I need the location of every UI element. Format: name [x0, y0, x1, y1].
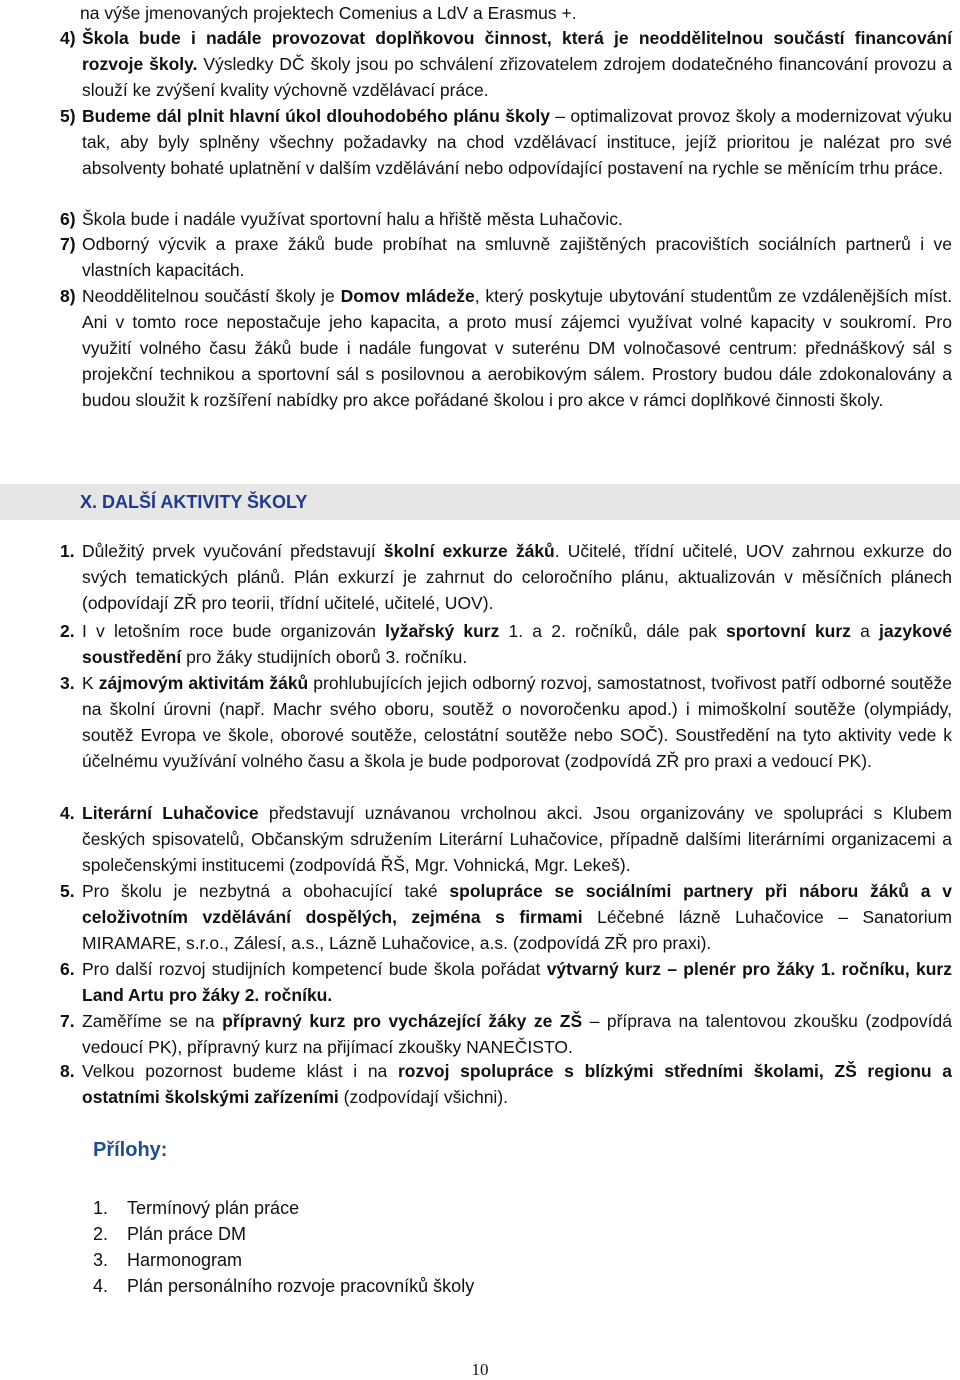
attachments-list: [93, 1195, 474, 1299]
activity-text: prohlubujících jejich odborný rozvoj, samostatnost, tvořivost patří odborné soutěže na školní úrovni (např. Machr svého oboru, soutěž o novoročenku apod.) i mimoškolní soutěže (olympiády, soutěž Evropa ve škole, oborové soutěže, celostátní soutěže nebo SOČ). Soustředění na tyto aktivity vede k účelnému využívání volného času a škola je bude podporovat (zodpovídá ZŘ pro praxi a vedoucí PK).: [82, 673, 952, 771]
activity-number: 3.: [60, 673, 75, 693]
attachment-number: 3.: [93, 1250, 109, 1270]
activity-item: [60, 956, 952, 1008]
activity-text: přípravný kurz pro vycházející žáky ze ZŠ: [222, 1011, 583, 1031]
section-heading: X. DALŠÍ AKTIVITY ŠKOLY: [80, 492, 308, 512]
attachment-number: 2.: [93, 1224, 109, 1244]
item-6-text: Škola bude i nadále využívat sportovní halu a hřiště města Luhačovic.: [82, 209, 623, 229]
attachment-label: Plán personálního rozvoje pracovníků školy: [127, 1276, 475, 1296]
item-8-bold: Domov mládeže: [340, 286, 475, 306]
activity-item: [60, 878, 952, 956]
activity-item: [60, 618, 952, 670]
activity-text: Léčebné lázně Luhačovice – Sanatorium MIRAMARE, s.r.o., Zálesí, a.s., Lázně Luhačovice, a.s. (zodpovídá ZŘ pro praxi).: [82, 907, 952, 953]
page-number: 10: [471, 1360, 489, 1379]
attachment-number: 4.: [93, 1276, 109, 1296]
activity-text: Pro další rozvoj studijních kompetencí bude škola pořádat: [82, 959, 547, 979]
activity-text: Pro školu je nezbytná a obohacující také: [82, 881, 450, 901]
item-4-bold: Škola bude i nadále provozovat doplňkovou činnost, která je neoddělitelnou součástí financování rozvoje školy.: [82, 28, 952, 74]
activity-text: . Učitelé, třídní učitelé, UOV zahrnou exkurze do svých tematických plánů. Plán exkurzí je zahrnut do celoročního plánu, aktualizován v měsíčních plánech (odpovídají ZŘ pro teorii, třídní učitelé, učitelé, UOV).: [82, 541, 952, 613]
activity-text: 1. a 2. ročníků, dále pak: [499, 621, 727, 641]
activity-text: jazykové soustředění: [82, 621, 952, 667]
activity-text: Důležitý prvek vyučování představují: [82, 541, 384, 561]
list-item-7: 7) Odborný výcvik a praxe žáků bude probíhat na smluvně zajištěných pracovištích sociálních partnerů i ve vlastních kapacitách.: [60, 234, 952, 280]
list-item-6: 6) Škola bude i nadále využívat sportovní halu a hřiště města Luhačovic.: [60, 209, 623, 229]
activity-text: spolupráce se sociálními partnery při náboru žáků a v celoživotním vzdělávání dospělých, zejména s firmami: [82, 881, 952, 927]
activity-text: školní exkurze žáků: [383, 541, 555, 561]
activity-text: lyžařský kurz: [385, 621, 500, 641]
activity-item: [60, 670, 952, 774]
activity-text: sportovní kurz: [726, 621, 851, 641]
activity-item: [60, 538, 952, 616]
list-item-4: 4) Škola bude i nadále provozovat doplňkovou činnost, která je neoddělitelnou součástí financování rozvoje školy. Výsledky DČ školy jsou po schválení zřizovatelem zdrojem dodatečného financování provozu a slouží ke zvýšení kvality výchovně vzdělávací práce.: [60, 28, 953, 100]
activity-number: 2.: [60, 621, 75, 641]
activity-text: Zaměříme se na: [82, 1011, 223, 1031]
item-5-text: – optimalizovat provoz školy a modernizovat výuku tak, aby byly splněny všechny požadavky na chod vzdělávací instituce, jejíž prioritou je nalézat pro své absolventy bohaté uplatnění v dalším vzdělávání nebo odpovídající postavení na rychle se měnícím trhu práce.: [82, 106, 952, 178]
activity-text: Literární Luhačovice: [82, 803, 259, 823]
activity-text: – příprava na talentovou zkoušku (zodpovídá vedoucí PK), přípravný kurz na přijímací zkoušky NANEČISTO.: [82, 1011, 952, 1057]
attachment-label: Termínový plán práce: [127, 1198, 300, 1218]
activity-item: [60, 1058, 952, 1110]
activity-item: [60, 800, 952, 878]
activity-text: výtvarný kurz – plenér pro žáky 1. ročníku, kurz Land Artu pro žáky 2. ročníku.: [82, 959, 952, 1005]
list-item-8: 8) Neoddělitelnou součástí školy je Domov mládeže, který poskytuje ubytování studentům ze vzdálenějších míst. Ani v tomto roce nepostačuje jeho kapacita, a proto musí zájemci využívat volné kapacity v soukromí. Pro využití volného času žáků bude i nadále fungovat v suterénu DM volnočasové centrum: přednáškový sál s projekční technikou a sportovní sál s posilovnou a aerobikovým sálem. Prostory budou dále zdokonalovány a budou sloužit k rozšíření nabídky pro akce pořádané školou i pro akce v rámci doplňkové činnosti školy.: [60, 286, 953, 410]
attachment-label: Plán práce DM: [127, 1224, 247, 1244]
attachment-label: Harmonogram: [127, 1250, 243, 1270]
activity-text: K: [82, 673, 99, 693]
intro-line: na výše jmenovaných projektech Comenius a LdV a Erasmus +.: [80, 3, 577, 23]
activity-text: rozvoj spolupráce s blízkými středními školami, ZŠ regionu a ostatními školskými zařízeními: [82, 1061, 952, 1107]
attachment-item: [93, 1221, 474, 1247]
attachment-item: [93, 1247, 474, 1273]
attachment-number: 1.: [93, 1198, 109, 1218]
activity-text: zájmovým aktivitám žáků: [98, 673, 309, 693]
item-7-text: Odborný výcvik a praxe žáků bude probíhat na smluvně zajištěných pracovištích sociálních partnerů i ve vlastních kapacitách.: [82, 234, 952, 280]
activity-text: pro žáky studijních oborů 3. ročníku.: [181, 647, 468, 667]
activity-text: Velkou pozornost budeme klást i na: [82, 1061, 398, 1081]
activity-number: 4.: [60, 803, 75, 823]
activity-number: 5.: [60, 881, 75, 901]
item-4-text: Výsledky DČ školy jsou po schválení zřizovatelem zdrojem dodatečného financování provozu a slouží ke zvýšení kvality výchovně vzdělávací práce.: [82, 54, 953, 100]
attachments-title: Přílohy:: [93, 1139, 168, 1161]
activity-text: (zodpovídají všichni).: [338, 1087, 509, 1107]
list-item-5: 5) Budeme dál plnit hlavní úkol dlouhodobého plánu školy – optimalizovat provoz školy a modernizovat výuku tak, aby byly splněny všechny požadavky na chod vzdělávací instituce, jejíž prioritou je nalézat pro své absolventy bohaté uplatnění v dalším vzdělávání nebo odpovídající postavení na rychle se měnícím trhu práce.: [60, 106, 952, 178]
item-5-bold: Budeme dál plnit hlavní úkol dlouhodobého plánu školy: [82, 106, 550, 126]
activity-item: [60, 1008, 952, 1060]
activity-text: I v letošním roce bude organizován: [82, 621, 386, 641]
activity-number: 8.: [60, 1061, 75, 1081]
activity-number: 6.: [60, 959, 75, 979]
activity-number: 1.: [60, 541, 75, 561]
attachment-item: [93, 1273, 474, 1299]
activity-text: a: [850, 621, 880, 641]
activity-text: představují uznávanou vrcholnou akci. Jsou organizovány ve spolupráci s Klubem českých spisovatelů, Občanským sdružením Literární Luhačovice, případně dalšími literárními organizacemi a společenskými institucemi (zodpovídá ŘŠ, Mgr. Vohnická, Mgr. Lekeš).: [82, 803, 952, 875]
attachment-item: [93, 1195, 474, 1221]
activity-number: 7.: [60, 1011, 75, 1031]
